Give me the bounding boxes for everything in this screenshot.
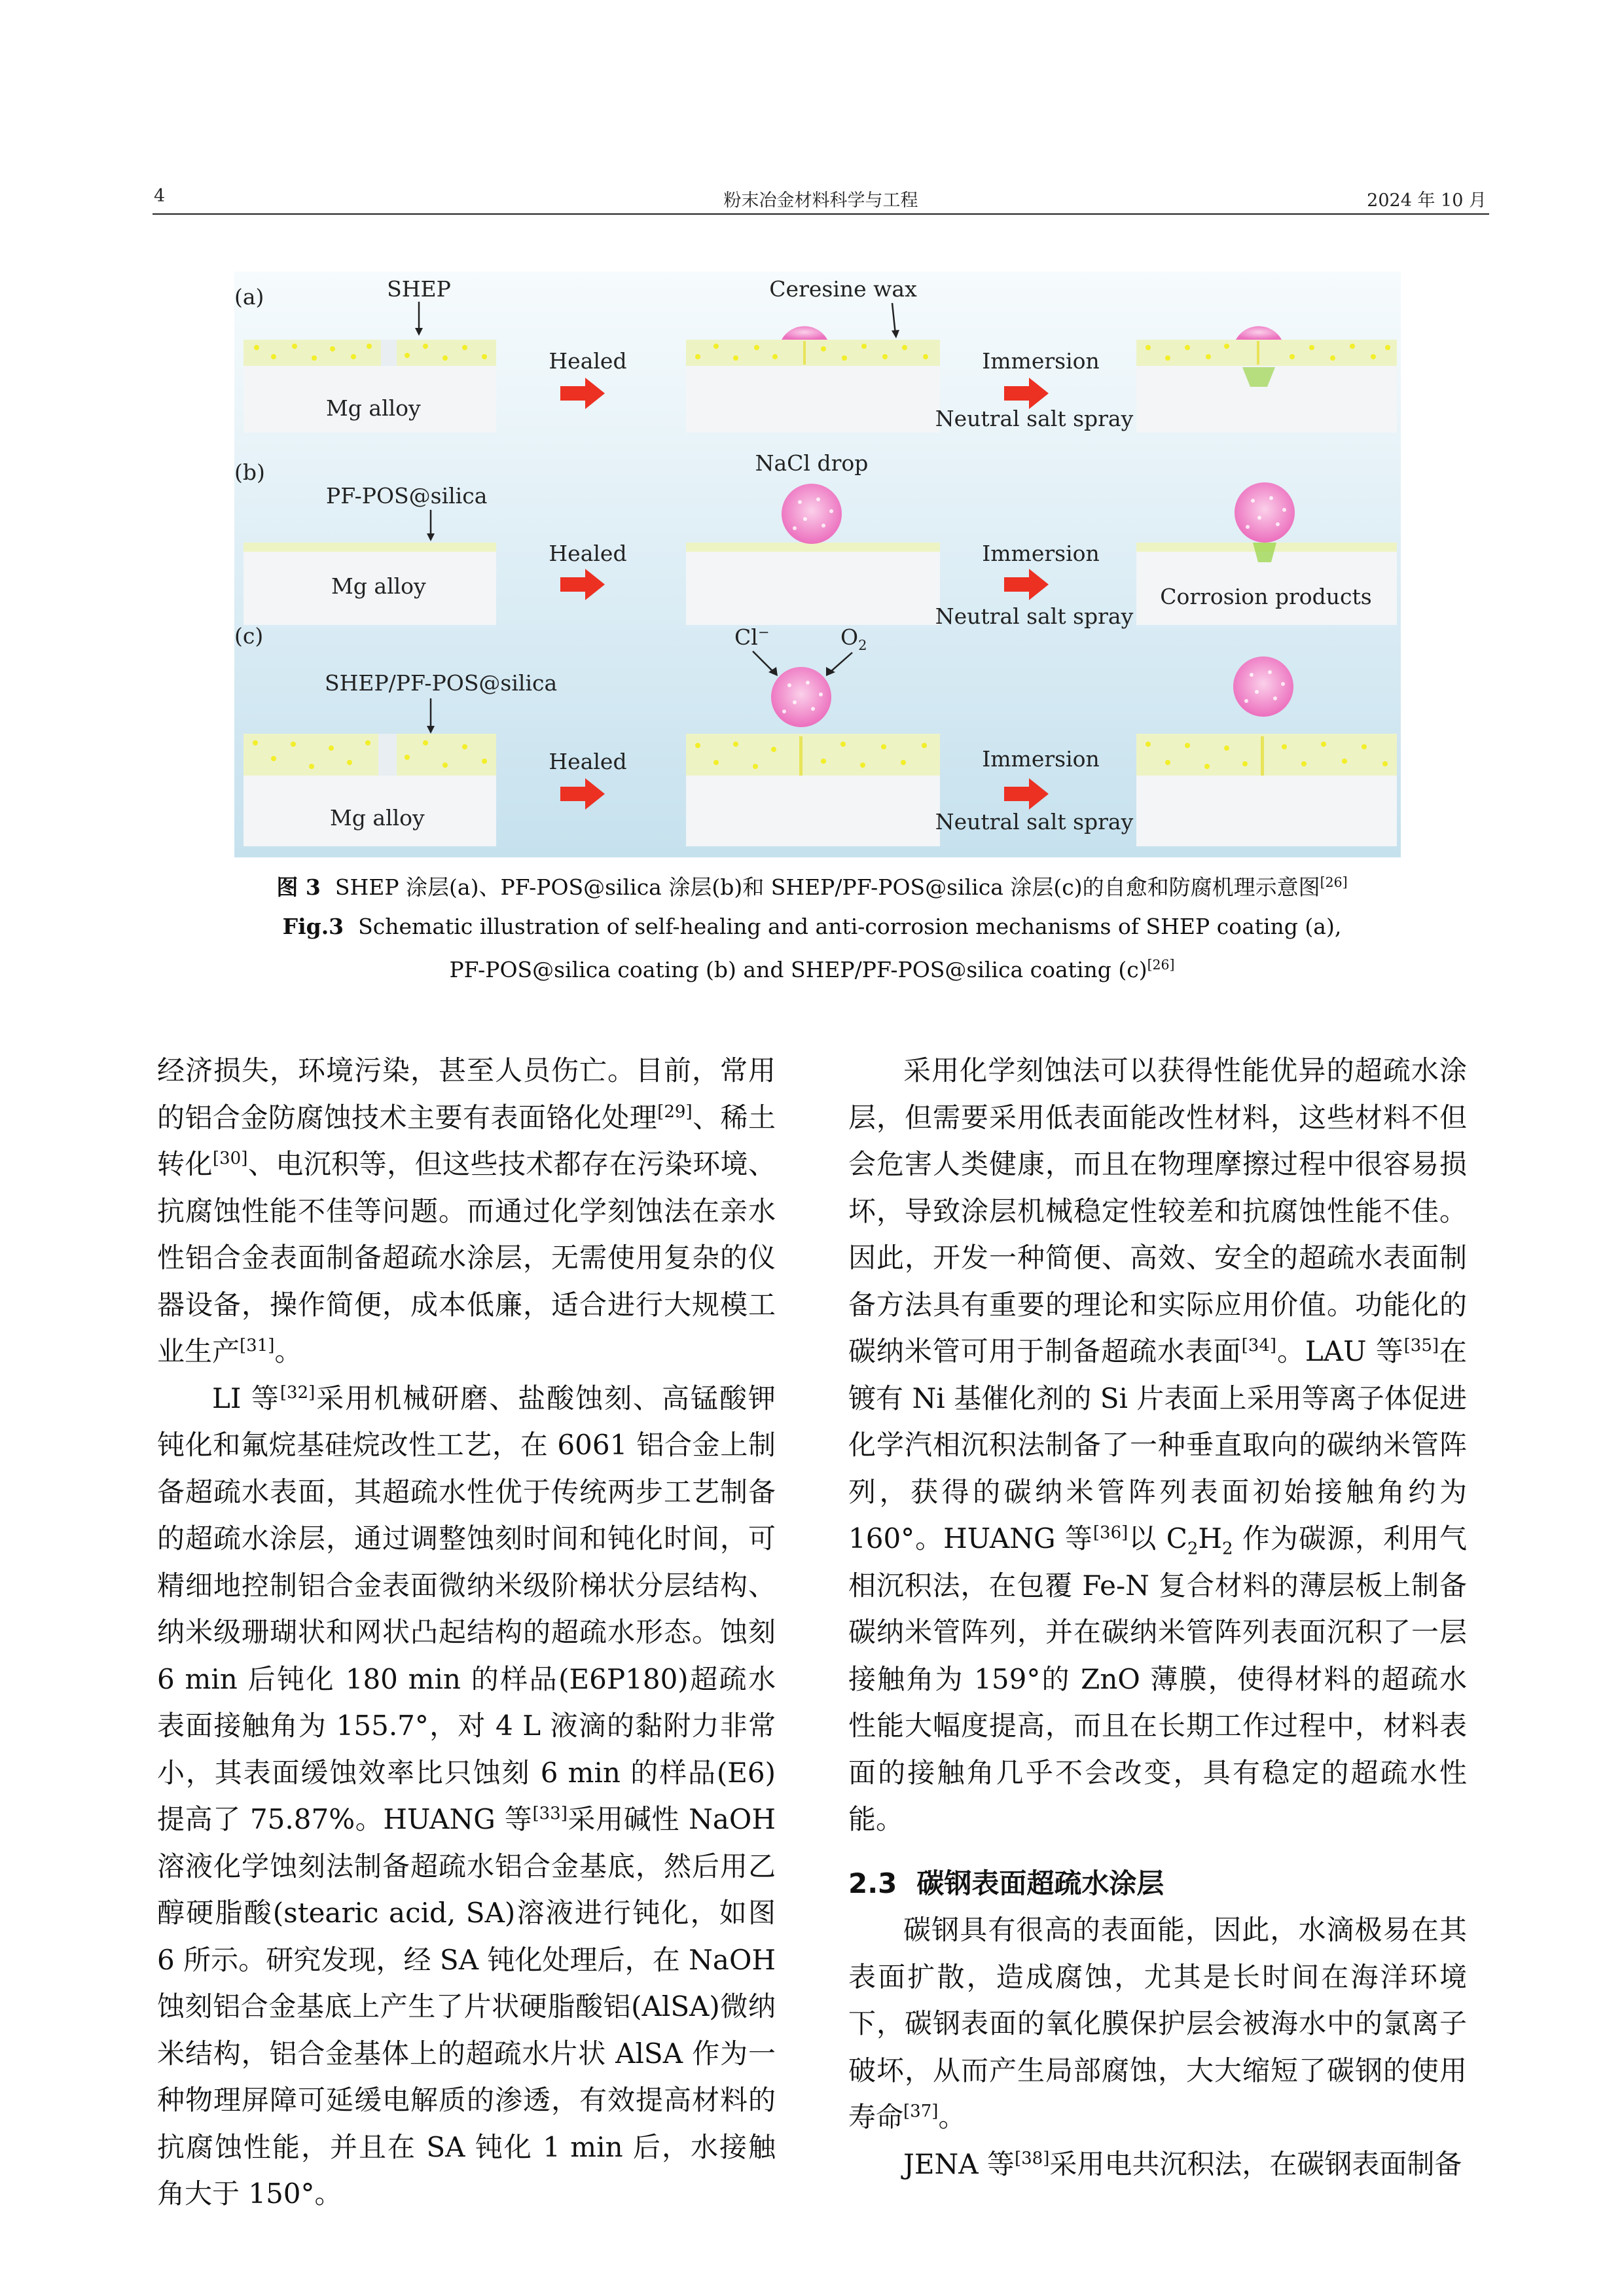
corrosion-products-label: Corrosion products [1160,584,1372,609]
caption-en-text2: PF-POS@silica coating (b) and SHEP/PF-POS@silica coating (c) [449,957,1147,982]
panel-b-tag: (b) [234,459,265,485]
caption-cn [0,870,1624,901]
oxygen-label: $O_2$ [840,624,867,653]
shep-pf-pos-silica-label: SHEP/PF-POS@silica [325,670,558,696]
nacl-drop-label: NaCl drop [755,450,869,476]
paragraph: 碳钢具有很高的表面能，因此，水滴极易在其表面扩散，造成腐蚀，尤其是长时间在海洋环境下，碳钢表面的氧化膜保护层会被海水中的氯离子破坏，从而产生局部腐蚀，大大缩短了碳钢的使用寿命[37]。 [848,1914,1467,2133]
caption-cn-text: SHEP 涂层(a)、PF-POS@silica 涂层(b)和 SHEP/PF-POS@silica 涂层(c)的自愈和防腐机理示意图 [334,874,1320,900]
citation: [38] [1014,2148,1050,2168]
pf-pos-silica-label: PF-POS@silica [326,483,488,509]
immersion-label-c: Immersion [982,746,1100,772]
substrate-label-a: Mg alloy [326,395,421,421]
figure-3 [234,272,1401,857]
substrate-label-c: Mg alloy [330,805,425,831]
panel-a-tag: (a) [234,284,264,310]
citation: [34] [1241,1336,1277,1355]
caption-en-label: Fig.3 [282,914,344,939]
journal-name: 粉末冶金材料科学与工程 [723,190,918,211]
left-column [157,1047,776,2217]
salt-spray-label-c: Neutral salt spray [935,809,1134,834]
paragraph: 经济损失，环境污染，甚至人员伤亡。目前，常用的铝合金防腐蚀技术主要有表面铬化处理[29]、稀土转化[30]、电沉积等，但这些技术都存在污染环境、抗腐蚀性能不佳等问题。而通过化学刻蚀法在亲水性铝合金表面制备超疏水涂层，无需使用复杂的仪器设备，操作简便，成本低廉，适合进行大规模工业生产[31]。 [157,1054,776,1367]
ceresine-wax-label: Ceresine wax [769,276,917,302]
salt-spray-label-a: Neutral salt spray [935,406,1134,431]
mechanism-schematic [234,272,1401,857]
right-column [848,1047,1467,2187]
citation: [30] [212,1149,248,1168]
citation: [29] [657,1102,693,1122]
caption-en-line1 [0,914,1624,939]
citation: [33] [532,1804,568,1823]
caption-cn-ref: [26] [1320,874,1348,890]
citation: [35] [1403,1336,1439,1355]
paragraph: JENA 等[38]采用电共沉积法，在碳钢表面制备 [903,2147,1462,2180]
salt-spray-label-b: Neutral salt spray [935,603,1134,629]
paragraph: LI 等[32]采用机械研磨、盐酸蚀刻、高锰酸钾钝化和氟烷基硅烷改性工艺，在 6061 铝合金上制备超疏水表面，其超疏水性优于传统两步工艺制备的超疏水涂层，通过调整蚀刻时间和钝化时间，可精细地控制铝合金表面微纳米级阶梯状分层结构、纳米级珊瑚状和网状凸起结构的超疏水形态。蚀刻 6 min 后钝化 180 min 的样品(E6P180)超疏水表面接触角为 155.7°，对 4 L 液滴的黏附力非常小，其表面缓蚀效率比只蚀刻 6 min 的样品(E6)提高了 75.87%。HUANG 等[33]采用碱性 NaOH 溶液化学蚀刻法制备超疏水铝合金基底，然后用乙醇硬脂酸(stearic acid, SA)溶液进行钝化，如图 6 所示。研究发现，经 SA 钝化处理后，在 NaOH 蚀刻铝合金基底上产生了片状硬脂酸铝(AlSA)微纳米结构，铝合金基体上的超疏水片状 AlSA 作为一种物理屏障可延缓电解质的渗透，有效提高材料的抗腐蚀性能，并且在 SA 钝化 1 min 后，水接触角大于 150°。 [157,1382,776,2210]
shep-label: SHEP [387,276,451,302]
citation: [32] [280,1382,316,1403]
substrate-label-b: Mg alloy [331,573,426,599]
caption-en-line2 [0,957,1624,982]
page-number: 4 [154,186,166,206]
nacl-drop [782,484,842,544]
healed-label-c: Healed [549,749,627,774]
healed-label-a: Healed [549,348,627,374]
panel-c-tag: (c) [234,623,264,649]
caption-cn-label: 图 3 [276,874,321,900]
immersion-label-a: Immersion [982,348,1100,374]
citation: [31] [240,1336,275,1355]
section-heading [848,1860,1467,1907]
issue-date: 2024 年 10 月 [1367,190,1487,211]
paragraph: 采用化学刻蚀法可以获得性能优异的超疏水涂层，但需要采用低表面能改性材料，这些材料不但会危害人类健康，而且在物理摩擦过程中很容易损坏，导致涂层机械稳定性较差和抗腐蚀性能不佳。因此，开发一种简便、高效、安全的超疏水表面制备方法具有重要的理论和实际应用价值。功能化的碳纳米管可用于制备超疏水表面[34]。LAU 等[35]在镀有 Ni 基催化剂的 Si 片表面上采用等离子体促进化学汽相沉积法制备了一种垂直取向的碳纳米管阵列，获得的碳纳米管阵列表面初始接触角约为 160°。HUANG 等[36]以 $C_2H_2$ 作为碳源，利用气相沉积法，在包覆 Fe-N 复合材料的薄层板上制备碳纳米管阵列，并在碳纳米管阵列表面沉积了一层接触角为 159°的 ZnO 薄膜，使得材料的超疏水性能大幅度提高，而且在长期工作过程中，材料表面的接触角几乎不会改变，具有稳定的超疏水性能。 [848,1054,1467,1835]
section-title: 碳钢表面超疏水涂层 [916,1867,1164,1899]
caption-en-text1: Schematic illustration of self-healing and anti-corrosion mechanisms of SHEP coating (a), [358,914,1342,939]
chloride-ion-label: Cl− [734,624,770,650]
section-number: 2.3 [848,1867,897,1899]
healed-label-b: Healed [549,541,627,566]
caption-en-ref: [26] [1147,957,1175,973]
citation: [36] [1092,1523,1128,1543]
header-rule [153,213,1489,215]
immersion-label-b: Immersion [982,541,1100,566]
citation: [37] [903,2102,939,2121]
running-header [153,181,1489,212]
